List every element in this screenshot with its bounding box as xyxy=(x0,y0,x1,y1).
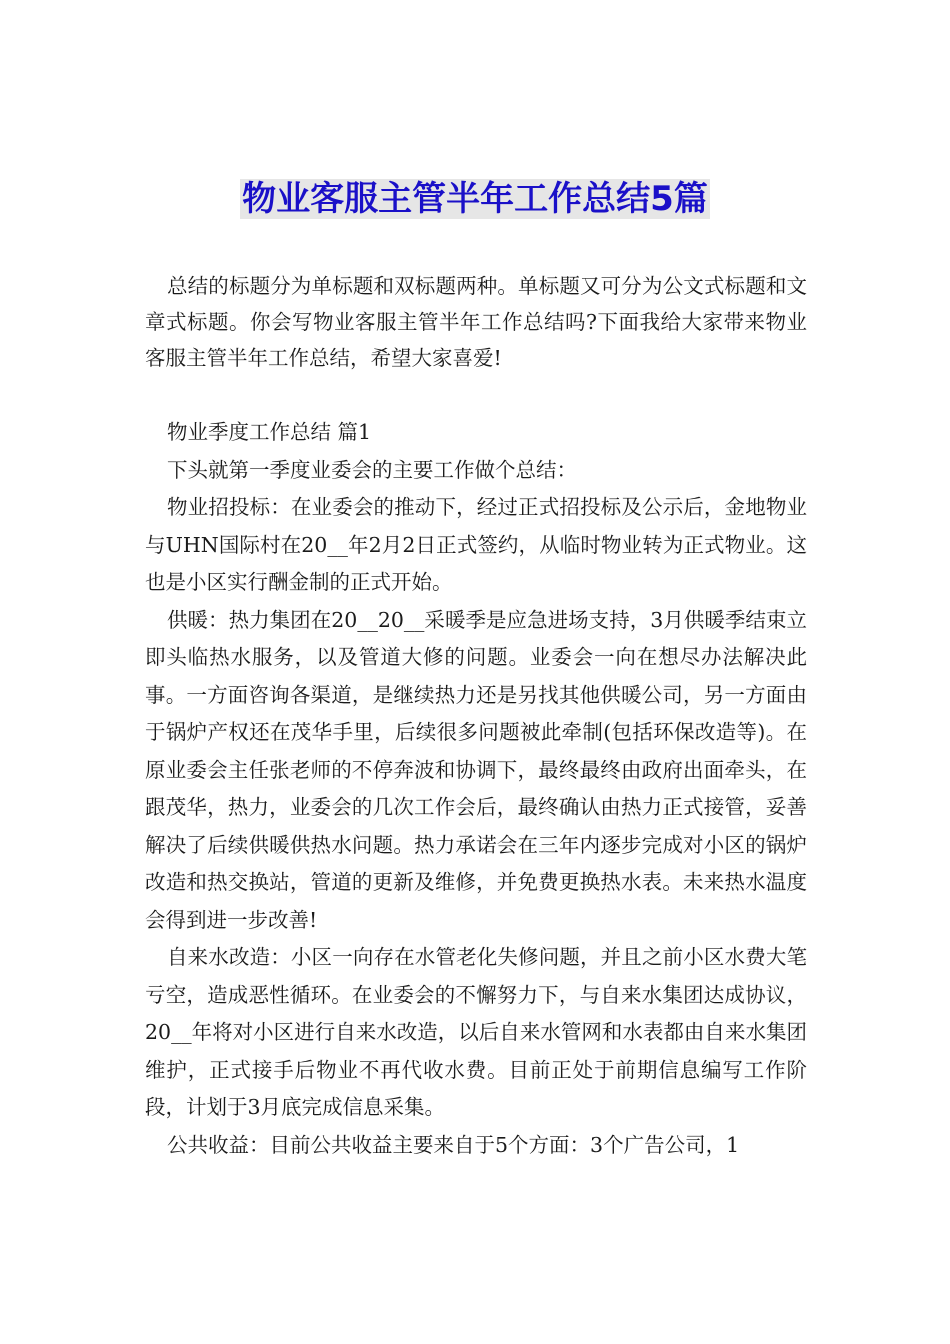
body-paragraph: 自来水改造：小区一向存在水管老化失修问题，并且之前小区水费大笔亏空，造成恶性循环。在业委会的不懈努力下，与自来水集团达成协议，20__年将对小区进行自来水改造，以后自来水管网和水表都由自来水集团维护，正式接手后物业不再代收水费。目前正处于前期信息编写工作阶段，计划于3月底完成信息采集。 xyxy=(145,945,807,1119)
intro-block xyxy=(145,268,807,376)
content-block xyxy=(145,414,807,1164)
body-paragraph: 下头就第一季度业委会的主要工作做个总结： xyxy=(167,457,577,482)
section-heading: 物业季度工作总结 篇1 xyxy=(167,420,372,444)
intro-paragraph: 总结的标题分为单标题和双标题两种。单标题又可分为公文式标题和文章式标题。你会写物业客服主管半年工作总结吗?下面我给大家带来物业客服主管半年工作总结，希望大家喜爱! xyxy=(145,274,807,370)
body-paragraph: 公共收益：目前公共收益主要来自于5个方面：3个广告公司，1 xyxy=(167,1132,740,1157)
document-title xyxy=(0,176,950,222)
document-title-text: 物业客服主管半年工作总结5篇 xyxy=(242,179,708,219)
body-paragraph: 物业招投标：在业委会的推动下，经过正式招投标及公示后，金地物业与UHN国际村在20__年2月2日正式签约，从临时物业转为正式物业。这也是小区实行酬金制的正式开始。 xyxy=(145,495,807,594)
body-paragraph: 供暖：热力集团在20__20__采暖季是应急进场支持，3月供暖季结束立即头临热水服务，以及管道大修的问题。业委会一向在想尽办法解决此事。一方面咨询各渠道，是继续热力还是另找其他供暖公司，另一方面由于锅炉产权还在茂华手里，后续很多问题被此牵制(包括环保改造等)。在原业委会主任张老师的不停奔波和协调下，最终最终由政府出面牵头，在跟茂华，热力，业委会的几次工作会后，最终确认由热力正式接管，妥善解决了后续供暖供热水问题。热力承诺会在三年内逐步完成对小区的锅炉改造和热交换站，管道的更新及维修，并免费更换热水表。未来热水温度会得到进一步改善! xyxy=(145,607,807,932)
